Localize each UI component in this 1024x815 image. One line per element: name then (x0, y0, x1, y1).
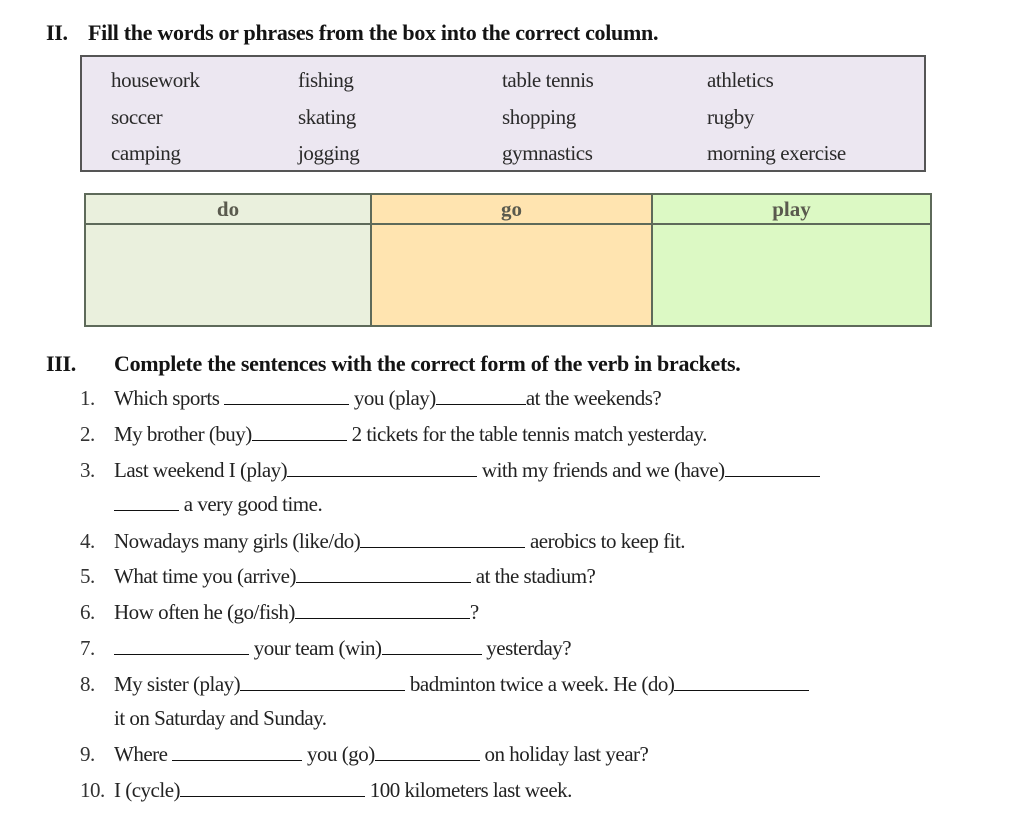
column-header-go: go (371, 194, 652, 224)
word-item: gymnastics (502, 141, 593, 165)
answer-blank[interactable] (296, 564, 471, 583)
answer-blank[interactable] (287, 458, 477, 477)
answer-blank[interactable] (436, 386, 526, 405)
answer-blank[interactable] (224, 386, 349, 405)
sentence-number: 1. (80, 386, 95, 410)
sentence-item (80, 422, 707, 447)
answer-blank[interactable] (172, 742, 302, 761)
answer-blank[interactable] (240, 672, 405, 691)
sentence-text: aerobics to keep fit. (525, 529, 686, 553)
sentence-number: 8. (80, 672, 95, 696)
sentence-text: 100 kilometers last week. (365, 778, 572, 802)
section-3-instruction: Complete the sentences with the correct form of the verb in brackets. (114, 351, 741, 376)
sentence-item (80, 386, 661, 411)
answer-blank[interactable] (114, 492, 179, 511)
sentence-text: ? (469, 600, 479, 624)
word-item: morning exercise (707, 141, 846, 165)
sentence-text: it on Saturday and Sunday. (114, 706, 327, 730)
sentence-number: 4. (80, 529, 95, 553)
sentence-item (80, 458, 820, 483)
sentence-text: What time you (arrive) (114, 564, 296, 588)
sentence-text: How often he (go/fish) (114, 600, 295, 624)
sentence-number: 3. (80, 458, 95, 482)
sentence-item (80, 742, 648, 767)
word-item: fishing (298, 68, 354, 92)
word-item: rugby (707, 105, 754, 129)
answer-blank[interactable] (360, 529, 525, 548)
word-item: shopping (502, 105, 576, 129)
column-header-do: do (85, 194, 371, 224)
answer-cell-go[interactable] (371, 224, 652, 326)
sentence-text: Which sports (114, 386, 225, 410)
answer-blank[interactable] (382, 636, 482, 655)
word-item: table tennis (502, 68, 594, 92)
sentence-number: 9. (80, 742, 95, 766)
section-2-instruction: Fill the words or phrases from the box into the correct column. (88, 20, 659, 45)
sentence-text: Last weekend I (play) (114, 458, 288, 482)
sentence-item (80, 672, 809, 697)
section-3-number: III. (46, 351, 76, 376)
sentence-text: yesterday? (481, 636, 572, 660)
sentence-text: at the stadium? (471, 564, 596, 588)
word-item: skating (298, 105, 356, 129)
sentence-item (80, 778, 572, 803)
section-2-number: II. (46, 20, 68, 45)
sentence-text: My brother (buy) (114, 422, 252, 446)
section-2-heading (46, 20, 658, 46)
sentence-continuation (114, 706, 327, 731)
answer-blank[interactable] (725, 458, 820, 477)
answer-blank[interactable] (252, 422, 347, 441)
sentence-number: 5. (80, 564, 95, 588)
sentence-text: your team (win) (249, 636, 382, 660)
sentence-number: 6. (80, 600, 95, 624)
word-item: housework (111, 68, 200, 92)
answer-blank[interactable] (114, 636, 249, 655)
answer-blank[interactable] (180, 778, 365, 797)
answer-cell-play[interactable] (652, 224, 931, 326)
answer-blank[interactable] (295, 600, 470, 619)
word-item: soccer (111, 105, 163, 129)
sentence-item (80, 600, 479, 625)
answer-blank[interactable] (674, 672, 809, 691)
word-item: camping (111, 141, 181, 165)
sentence-text: you (go) (302, 742, 375, 766)
section-3-heading (46, 351, 741, 377)
sentence-text: 2 tickets for the table tennis match yesterday. (346, 422, 707, 446)
sentence-number: 2. (80, 422, 95, 446)
sentence-text: I (cycle) (114, 778, 181, 802)
sentence-number: 7. (80, 636, 95, 660)
sentence-text: Nowadays many girls (like/do) (114, 529, 361, 553)
sentence-item (80, 529, 685, 554)
sentence-item (80, 636, 571, 661)
sentence-continuation (114, 492, 322, 517)
sentence-item (80, 564, 595, 589)
category-table (84, 193, 932, 327)
sentence-text: Where (114, 742, 173, 766)
sentence-text: you (play) (349, 386, 436, 410)
word-item: jogging (298, 141, 360, 165)
sentence-text: badminton twice a week. He (do) (405, 672, 675, 696)
word-box (80, 55, 926, 172)
column-header-play: play (652, 194, 931, 224)
answer-blank[interactable] (375, 742, 480, 761)
sentence-text: with my friends and we (have) (477, 458, 725, 482)
sentence-number: 10. (80, 778, 105, 802)
sentence-text: at the weekends? (525, 386, 662, 410)
answer-cell-do[interactable] (85, 224, 371, 326)
sentence-text: on holiday last year? (479, 742, 649, 766)
sentence-text: a very good time. (179, 492, 323, 516)
word-item: athletics (707, 68, 774, 92)
sentence-text: My sister (play) (114, 672, 241, 696)
